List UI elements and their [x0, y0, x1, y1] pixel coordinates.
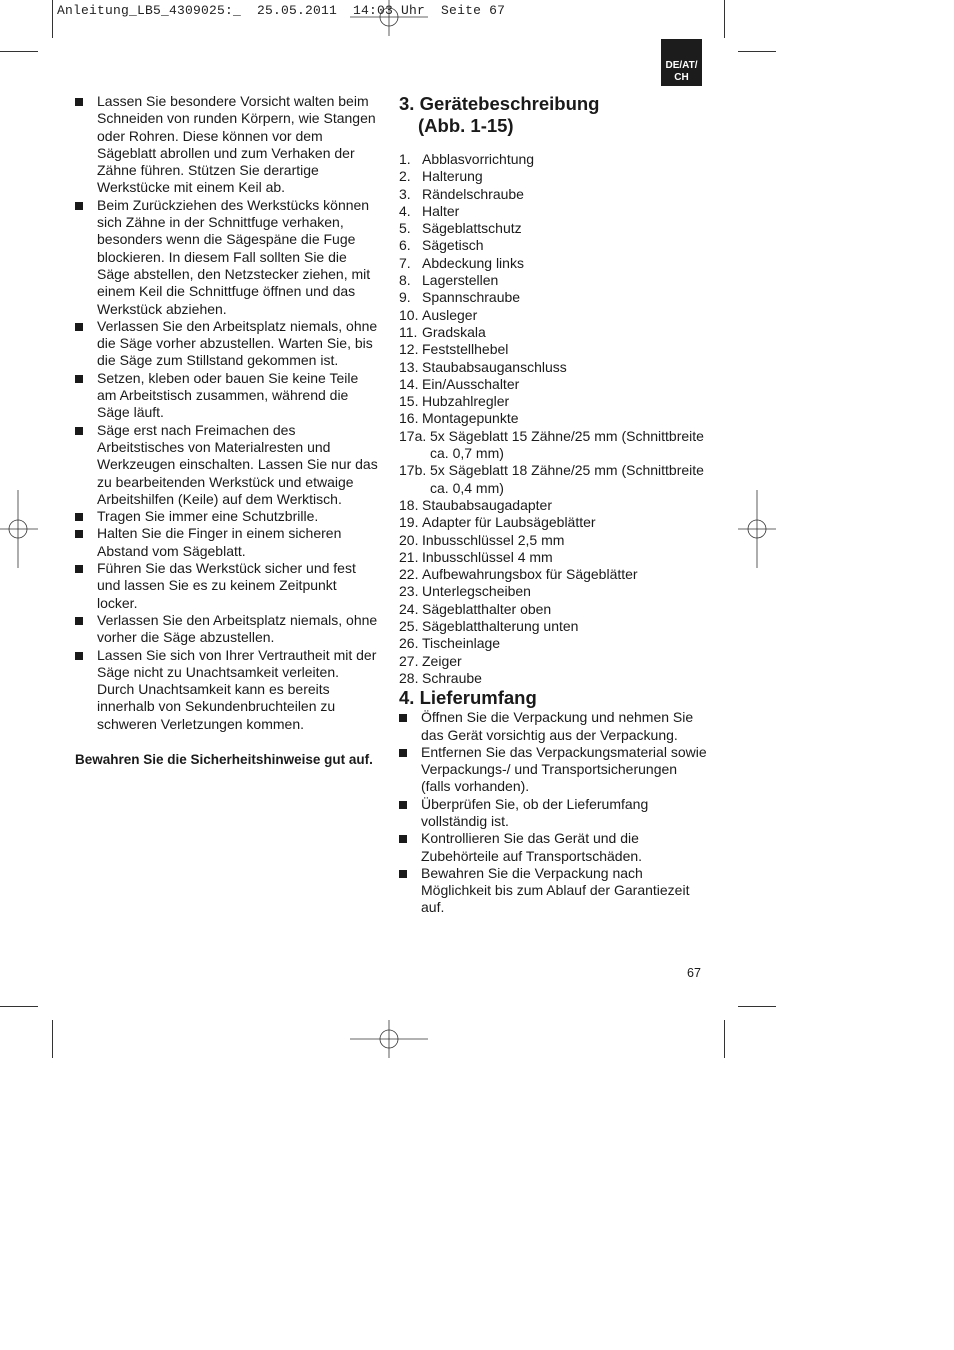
crop-mark [52, 0, 53, 38]
bullet-square-icon [75, 530, 83, 538]
list-item [399, 393, 709, 410]
list-item: Bewahren Sie die Verpackung nach Möglichkeit bis zum Ablauf der Garantiezeit auf. [399, 865, 709, 917]
item-number: 5. [399, 220, 411, 237]
list-item: Führen Sie das Werkstück sicher und fest und lassen Sie es zu keinem Zeitpunkt locker. [75, 560, 380, 612]
list-item [399, 237, 709, 254]
list-item [399, 497, 709, 514]
crop-mark [724, 0, 725, 38]
item-number: 9. [399, 289, 411, 306]
item-text: Sägetisch [422, 237, 484, 254]
crop-mark [52, 1020, 53, 1058]
list-item: Kontrollieren Sie das Gerät und die Zubehörteile auf Transportschäden. [399, 830, 709, 865]
list-item [399, 255, 709, 272]
section-3-heading [399, 93, 709, 137]
list-item [399, 307, 709, 324]
item-text: Gradskala [422, 323, 486, 340]
item-text: Sägeblatthalterung unten [422, 618, 579, 635]
bullet-square-icon [399, 749, 407, 757]
crop-mark [738, 1006, 776, 1007]
item-text: Hubzahlregler [422, 393, 510, 410]
item-text: Halter [422, 202, 460, 219]
item-text: Staubabsaugadapter [422, 496, 552, 513]
item-text: Inbusschlüssel 2,5 mm [422, 531, 565, 548]
language-tab-line: CH [674, 72, 689, 83]
item-number: 23. [399, 583, 419, 600]
item-text: Zeiger [422, 652, 462, 669]
item-number: 1. [399, 151, 411, 167]
list-item [399, 653, 709, 670]
list-item [399, 566, 709, 583]
bullet-square-icon [75, 427, 83, 435]
list-item: Setzen, kleben oder bauen Sie keine Teile am Arbeitstisch zusammen, während die Säge läuft. [75, 370, 380, 422]
list-item [399, 462, 709, 497]
item-number: 12. [399, 341, 419, 358]
bullet-square-icon [75, 323, 83, 331]
item-text: 5x Sägeblatt 18 Zähne/25 mm (Schnittbreite ca. 0,4 mm) [430, 462, 704, 496]
item-text: Adapter für Laubsägeblätter [422, 514, 596, 531]
bullet-square-icon [399, 835, 407, 843]
list-item: Säge erst nach Freimachen des Arbeitstisches von Materialresten und Werkzeugen einschalten. Lassen Sie nur das zu bearbeitenden Werkstück und etwaige Arbeitshilfen (Keile) auf dem Werktisch. [75, 422, 380, 508]
print-slug: Anleitung_LB5_4309025:_ 25.05.2011 14:03 Uhr Seite 67 [57, 3, 506, 18]
item-number: 27. [399, 652, 419, 669]
list-item: Öffnen Sie die Verpackung und nehmen Sie das Gerät vorsichtig aus der Verpackung. [399, 709, 709, 744]
item-number: 7. [399, 254, 411, 271]
item-number: 24. [399, 600, 419, 617]
bullet-square-icon [399, 870, 407, 878]
item-number: 2. [399, 168, 411, 185]
page-number: 67 [687, 966, 701, 980]
bullet-square-icon [399, 801, 407, 809]
item-number: 25. [399, 618, 419, 635]
crop-mark [0, 1006, 38, 1007]
left-column [75, 93, 380, 768]
section-3-subtitle: (Abb. 1-15) [418, 115, 514, 136]
safety-note: Bewahren Sie die Sicherheitshinweise gut auf. [75, 751, 373, 767]
registration-mark-right [738, 490, 776, 568]
item-text: Unterlegscheiben [422, 583, 531, 600]
list-item [399, 670, 709, 687]
item-number: 13. [399, 358, 419, 375]
list-item: Lassen Sie besondere Vorsicht walten beim Schneiden von runden Körpern, wie Stangen oder Rohren. Diese können vor dem Sägeblatt abrollen und zum Verhaken der Zähne führen. Stützen Sie derartige Werkstücke mit einem Keil ab. [75, 93, 380, 197]
item-text: Sägeblattschutz [422, 220, 522, 237]
item-number: 22. [399, 566, 419, 583]
item-number: 15. [399, 393, 419, 410]
list-item: Lassen Sie sich von Ihrer Vertrautheit mit der Säge nicht zu Unachtsamkeit verleiten. Durch Unachtsamkeit kann es bereits innerhalb von Sekundenbruchteilen zu schweren Verletzungen kommen. [75, 647, 380, 733]
list-item: Halten Sie die Finger in einem sicheren Abstand vom Sägeblatt. [75, 525, 380, 560]
list-item [399, 168, 709, 185]
bullet-square-icon [75, 98, 83, 106]
item-text: Staubabsauganschluss [422, 358, 567, 375]
item-number: 20. [399, 531, 419, 548]
list-item [399, 376, 709, 393]
section-3-title: 3. Gerätebeschreibung [399, 93, 600, 114]
list-item [399, 341, 709, 358]
item-text: Feststellhebel [422, 341, 509, 358]
crop-mark [0, 51, 38, 52]
list-item [399, 514, 709, 531]
list-item [399, 635, 709, 652]
item-text: Sägeblatthalter oben [422, 600, 552, 617]
item-number: 26. [399, 635, 419, 652]
item-number: 17a. [399, 427, 427, 444]
item-number: 14. [399, 375, 419, 392]
language-tab [661, 39, 702, 86]
parts-list [399, 151, 709, 687]
bullet-square-icon [399, 714, 407, 722]
list-item: Tragen Sie immer eine Schutzbrille. [75, 508, 380, 525]
item-text: Inbusschlüssel 4 mm [422, 548, 553, 565]
item-number: 21. [399, 548, 419, 565]
safety-list [75, 93, 380, 733]
list-item [399, 151, 709, 168]
bullet-square-icon [75, 617, 83, 625]
list-item [399, 272, 709, 289]
item-text: Schraube [422, 669, 482, 686]
item-text: Ausleger [422, 306, 478, 323]
list-item: Überprüfen Sie, ob der Lieferumfang vollständig ist. [399, 796, 709, 831]
list-item: Entfernen Sie das Verpackungsmaterial sowie Verpackungs-/ und Transportsicherungen (falls vorhanden). [399, 744, 709, 796]
bullet-square-icon [75, 202, 83, 210]
item-number: 19. [399, 514, 419, 531]
item-text: Lagerstellen [422, 272, 499, 289]
bullet-square-icon [75, 565, 83, 573]
registration-mark-left [0, 490, 38, 568]
item-number: 18. [399, 496, 419, 513]
registration-mark-top [350, 0, 428, 36]
item-number: 17b. [399, 462, 427, 479]
item-number: 3. [399, 185, 411, 202]
list-item [399, 410, 709, 427]
delivery-list [399, 709, 709, 917]
item-number: 10. [399, 306, 419, 323]
list-item: Verlassen Sie den Arbeitsplatz niemals, ohne vorher die Säge abzustellen. [75, 612, 380, 647]
item-number: 4. [399, 202, 411, 219]
item-text: Spannschraube [422, 289, 521, 306]
item-number: 16. [399, 410, 419, 427]
item-text: Ein/Ausschalter [422, 375, 520, 392]
crop-mark [724, 1020, 725, 1058]
list-item [399, 532, 709, 549]
list-item [399, 618, 709, 635]
item-text: Abblasvorrichtung [422, 151, 535, 167]
item-text: Aufbewahrungsbox für Sägeblätter [422, 566, 638, 583]
item-number: 28. [399, 669, 419, 686]
crop-mark [738, 51, 776, 52]
list-item [399, 583, 709, 600]
item-text: Abdeckung links [422, 254, 524, 271]
language-tab-line: DE/AT/ [665, 60, 698, 71]
right-column [399, 93, 709, 917]
list-item [399, 428, 709, 463]
item-text: 5x Sägeblatt 15 Zähne/25 mm (Schnittbreite ca. 0,7 mm) [430, 427, 704, 462]
item-number: 6. [399, 237, 411, 254]
item-text: Rändelschraube [422, 185, 524, 202]
list-item [399, 359, 709, 376]
registration-mark-bottom [350, 1020, 428, 1058]
bullet-square-icon [75, 652, 83, 660]
section-4-heading: 4. Lieferumfang [399, 687, 537, 709]
list-item [399, 549, 709, 566]
list-item [399, 186, 709, 203]
list-item [399, 601, 709, 618]
item-text: Tischeinlage [422, 635, 501, 652]
list-item [399, 289, 709, 306]
list-item [399, 324, 709, 341]
bullet-square-icon [75, 375, 83, 383]
list-item: Verlassen Sie den Arbeitsplatz niemals, ohne die Säge vorher abzustellen. Warten Sie, bis die Säge zum Stillstand gekommen ist. [75, 318, 380, 370]
item-text: Montagepunkte [422, 410, 519, 427]
item-number: 11. [399, 323, 418, 340]
list-item [399, 220, 709, 237]
item-text: Halterung [422, 168, 483, 185]
bullet-square-icon [75, 513, 83, 521]
list-item: Beim Zurückziehen des Werkstücks können sich Zähne in der Schnittfuge verhaken, besonders wenn die Sägespäne die Fuge blockieren. In diesem Fall sollten Sie die Säge abstellen, den Netzstecker ziehen, mit einem Keil die Schnittfuge öffnen und das Werkstück abziehen. [75, 197, 380, 318]
list-item [399, 203, 709, 220]
item-number: 8. [399, 272, 411, 289]
